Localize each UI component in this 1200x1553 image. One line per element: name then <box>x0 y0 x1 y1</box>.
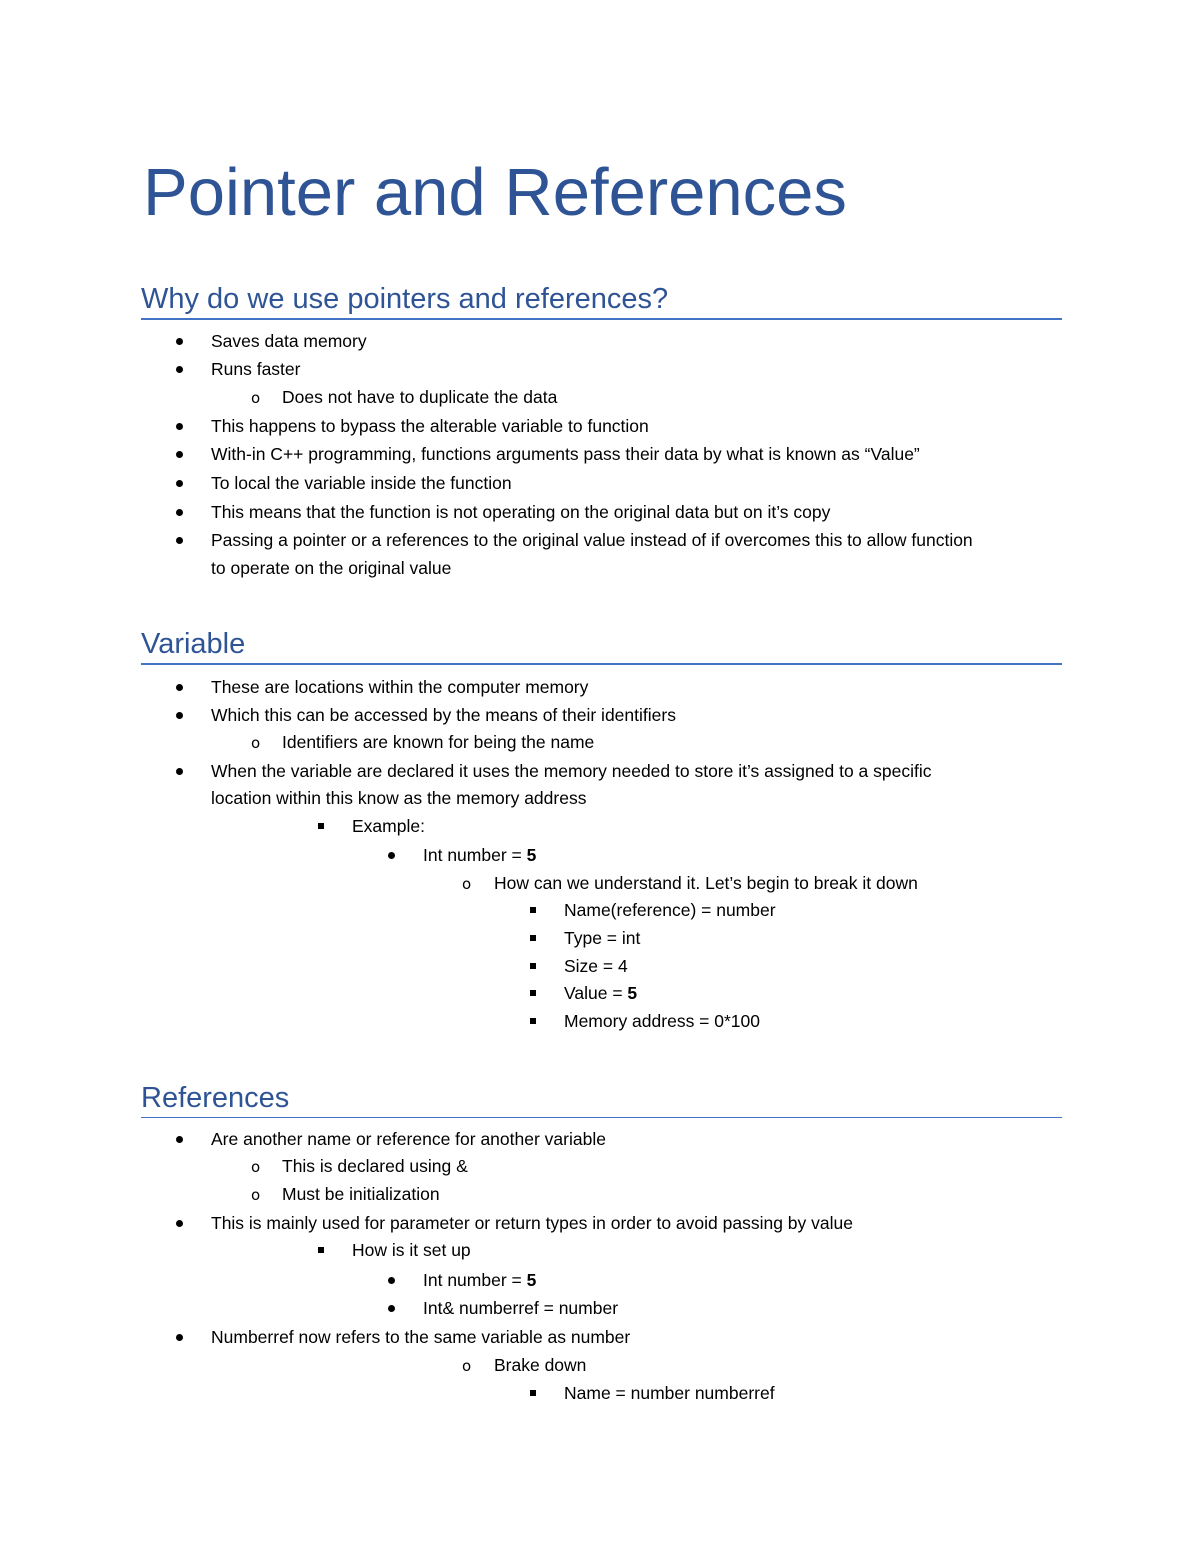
list-item: How is it set up <box>352 1240 471 1260</box>
list-item: Value = 5 <box>564 983 638 1003</box>
list-item: Name = number numberref <box>564 1383 775 1403</box>
list-item: Which this can be accessed by the means of their identifiers <box>211 705 676 725</box>
bullet-icon <box>176 684 183 691</box>
circle-bullet-icon: o <box>462 875 472 893</box>
square-bullet-icon <box>530 1018 536 1024</box>
circle-bullet-icon: o <box>251 1186 261 1204</box>
list-item: Int number = 5 <box>423 845 537 865</box>
list-item: How can we understand it. Let’s begin to break it down <box>494 873 918 893</box>
list-item: Int& numberref = number <box>423 1298 619 1318</box>
square-bullet-icon <box>530 1390 536 1396</box>
list-item: Type = int <box>564 928 641 948</box>
list-item: Saves data memory <box>211 331 367 351</box>
square-bullet-icon <box>530 963 536 969</box>
circle-bullet-icon: o <box>462 1357 472 1375</box>
bullet-icon <box>176 338 183 345</box>
bullet-icon <box>176 366 183 373</box>
list-item: With-in C++ programming, functions arguments pass their data by what is known as “Value” <box>211 444 920 464</box>
list-item: This means that the function is not operating on the original data but on it’s copy <box>211 502 831 522</box>
list-item: Numberref now refers to the same variable as number <box>211 1327 631 1347</box>
bullet-icon <box>176 768 183 775</box>
list-item-continuation: location within this know as the memory address <box>211 788 587 808</box>
bullet-icon <box>176 509 183 516</box>
list-item-continuation: to operate on the original value <box>211 558 452 578</box>
list-item: Memory address = 0*100 <box>564 1011 761 1031</box>
bullet-icon <box>176 1220 183 1227</box>
square-bullet-icon <box>530 935 536 941</box>
bullet-icon <box>176 1334 183 1341</box>
list-item: Must be initialization <box>282 1184 440 1204</box>
bullet-icon <box>176 451 183 458</box>
bullet-icon <box>176 712 183 719</box>
bullet-icon <box>176 537 183 544</box>
list-item: This is declared using & <box>282 1156 468 1176</box>
bullet-icon <box>176 423 183 430</box>
list-item: To local the variable inside the function <box>211 473 512 493</box>
list-item: Size = 4 <box>564 956 628 976</box>
bullet-icon <box>176 480 183 487</box>
section-heading-variable: Variable <box>141 626 1062 665</box>
list-item: Runs faster <box>211 359 301 379</box>
list-item: This happens to bypass the alterable variable to function <box>211 416 649 436</box>
square-bullet-icon <box>318 823 324 829</box>
square-bullet-icon <box>530 990 536 996</box>
bullet-icon <box>388 1277 395 1284</box>
circle-bullet-icon: o <box>251 389 261 407</box>
section-heading-why: Why do we use pointers and references? <box>141 281 1062 320</box>
bullet-icon <box>388 852 395 859</box>
list-item: Int number = 5 <box>423 1270 537 1290</box>
list-item: Name(reference) = number <box>564 900 776 920</box>
bullet-icon <box>388 1305 395 1312</box>
section-heading-references: References <box>141 1080 1062 1118</box>
circle-bullet-icon: o <box>251 1158 261 1176</box>
square-bullet-icon <box>530 907 536 913</box>
list-item: Identifiers are known for being the name <box>282 732 595 752</box>
list-item: This is mainly used for parameter or return types in order to avoid passing by value <box>211 1213 853 1233</box>
circle-bullet-icon: o <box>251 734 261 752</box>
page-title: Pointer and References <box>143 155 847 230</box>
list-item: Example: <box>352 816 425 836</box>
square-bullet-icon <box>318 1247 324 1253</box>
list-item: Does not have to duplicate the data <box>282 387 558 407</box>
bullet-icon <box>176 1136 183 1143</box>
list-item: Brake down <box>494 1355 587 1375</box>
list-item: Are another name or reference for another variable <box>211 1129 606 1149</box>
list-item: These are locations within the computer memory <box>211 677 589 697</box>
list-item: When the variable are declared it uses the memory needed to store it’s assigned to a specific <box>211 761 932 781</box>
list-item: Passing a pointer or a references to the original value instead of if overcomes this to allow function <box>211 530 973 550</box>
